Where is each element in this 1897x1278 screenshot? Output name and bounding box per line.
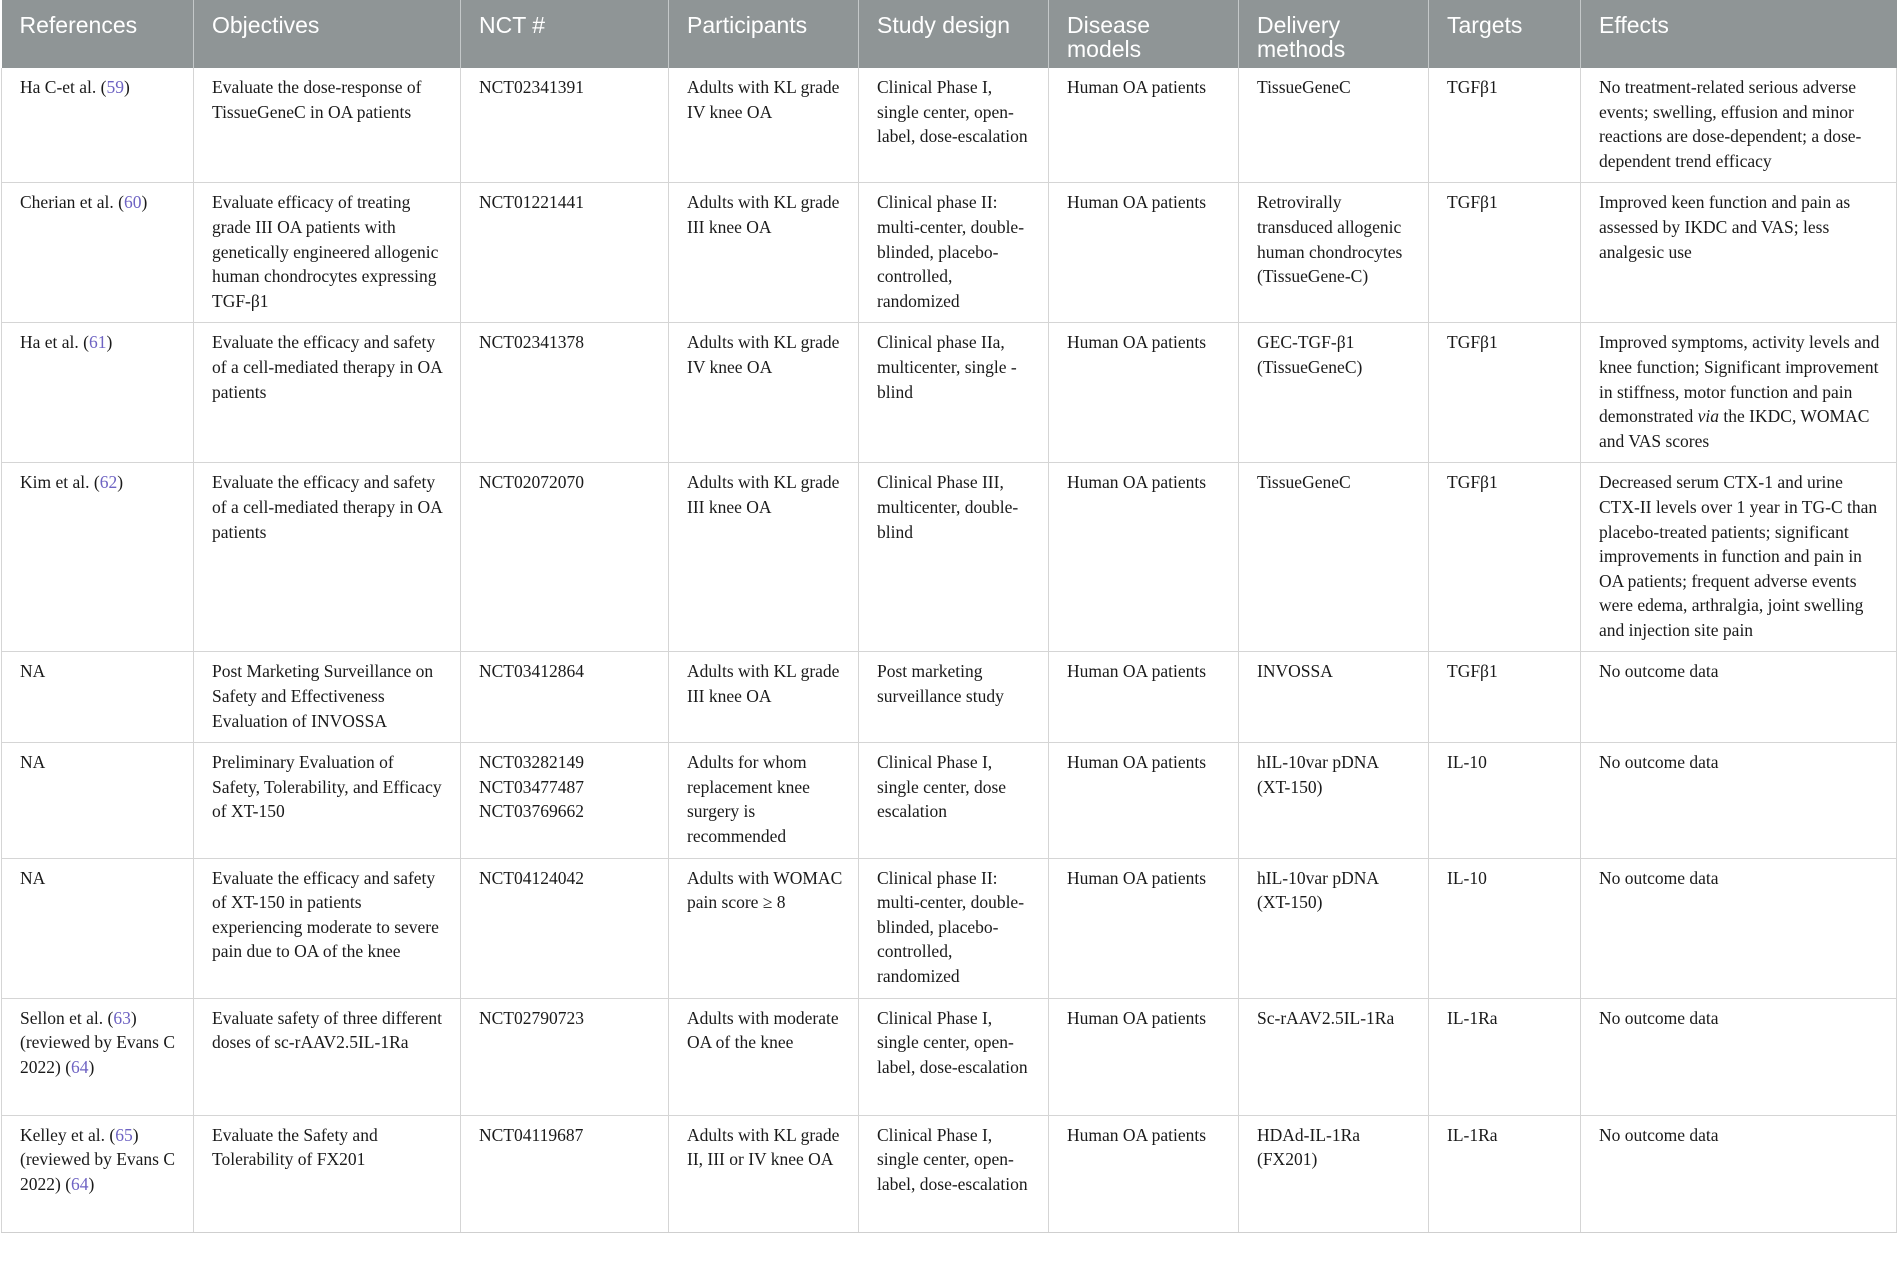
reference-suffix: ): [124, 77, 130, 97]
cell-disease-models: Human OA patients: [1049, 858, 1239, 998]
citation-link[interactable]: 59: [106, 77, 124, 97]
nct-number: NCT03477487: [479, 776, 584, 797]
cell-nct: NCT04124042: [461, 858, 669, 998]
nct-number: NCT03282149: [479, 752, 584, 773]
cell-targets: IL-1Ra: [1429, 1115, 1581, 1232]
cell-targets: TGFβ1: [1429, 463, 1581, 652]
cell-objectives: Evaluate the efficacy and safety of a cell-mediated therapy in OA patients: [194, 323, 461, 463]
cell-participants: Adults for whom replacement knee surgery is recommended: [669, 743, 859, 858]
cell-study-design: Clinical Phase III, multicenter, double-blind: [859, 463, 1049, 652]
reference-author: Ha C-et al. (: [20, 77, 107, 97]
cell-disease-models: Human OA patients: [1049, 183, 1239, 323]
citation-link[interactable]: 64: [71, 1173, 89, 1194]
reference-review-note: ) (reviewed by Evans C 2022) (: [20, 1124, 176, 1194]
header-study-design: Study design: [859, 0, 1049, 68]
cell-delivery-methods: HDAd-IL-1Ra (FX201): [1239, 1115, 1429, 1232]
cell-targets: IL-10: [1429, 743, 1581, 858]
table-body: [2, 68, 1897, 1232]
gene-therapy-trials-table: [1, 0, 1897, 1233]
cell-targets: TGFβ1: [1429, 652, 1581, 743]
cell-references: [2, 323, 194, 463]
citation-link[interactable]: 64: [71, 1056, 89, 1077]
table-row: [2, 463, 1897, 652]
cell-targets: TGFβ1: [1429, 183, 1581, 323]
cell-study-design: Clinical phase II: multi-center, double-blinded, placebo-controlled, randomized: [859, 183, 1049, 323]
table-header: [2, 0, 1897, 68]
cell-disease-models: Human OA patients: [1049, 463, 1239, 652]
table-row: [2, 323, 1897, 463]
table-row: [2, 183, 1897, 323]
header-nct: NCT #: [461, 0, 669, 68]
cell-study-design: Clinical Phase I, single center, open-label, dose-escalation: [859, 998, 1049, 1115]
cell-delivery-methods: Retrovirally transduced allogenic human chondrocytes (TissueGene-C): [1239, 183, 1429, 323]
cell-delivery-methods: TissueGeneC: [1239, 463, 1429, 652]
cell-nct: NCT02341391: [461, 68, 669, 183]
cell-delivery-methods: GEC-TGF-β1 (TissueGeneC): [1239, 323, 1429, 463]
header-effects: Effects: [1581, 0, 1897, 68]
cell-nct: NCT01221441: [461, 183, 669, 323]
cell-nct: NCT02790723: [461, 998, 669, 1115]
effects-text: Improved symptoms, activity levels and knee function; Significant improvement in stiffness, motor function and pain demonstrated: [1599, 332, 1880, 427]
cell-targets: TGFβ1: [1429, 68, 1581, 183]
header-row: [2, 0, 1897, 68]
table-row: [2, 68, 1897, 183]
cell-participants: Adults with KL grade IV knee OA: [669, 68, 859, 183]
cell-objectives: Evaluate the efficacy and safety of a cell-mediated therapy in OA patients: [194, 463, 461, 652]
cell-effects: Improved keen function and pain as assessed by IKDC and VAS; less analgesic use: [1581, 183, 1897, 323]
reference-author: Ha et al. (: [20, 332, 89, 353]
reference-author: Kim et al. (: [20, 472, 100, 493]
cell-references: [2, 68, 194, 183]
cell-nct: NCT04119687: [461, 1115, 669, 1232]
table-row: [2, 1115, 1897, 1232]
header-participants: Participants: [669, 0, 859, 68]
cell-effects: Decreased serum CTX-1 and urine CTX-II levels over 1 year in TG-C than placebo-treated patients; significant improvements in function and pain in OA patients; frequent adverse events were edema, arthralgia, joint swelling and injection site pain: [1581, 463, 1897, 652]
header-targets: Targets: [1429, 0, 1581, 68]
header-delivery-methods: Delivery methods: [1239, 0, 1429, 68]
cell-participants: Adults with moderate OA of the knee: [669, 998, 859, 1115]
citation-link[interactable]: 61: [89, 332, 107, 353]
cell-nct: [461, 743, 669, 858]
cell-disease-models: Human OA patients: [1049, 743, 1239, 858]
cell-objectives: Evaluate safety of three different doses of sc-rAAV2.5IL-1Ra: [194, 998, 461, 1115]
cell-participants: Adults with KL grade III knee OA: [669, 652, 859, 743]
cell-nct: NCT02341378: [461, 323, 669, 463]
reference-author: Kelley et al. (: [20, 1124, 116, 1145]
table-row: [2, 858, 1897, 998]
cell-objectives: Evaluate efficacy of treating grade III OA patients with genetically engineered allogenic human chondrocytes expressing TGF-β1: [194, 183, 461, 323]
citation-link[interactable]: 65: [115, 1124, 133, 1145]
reference-author: Sellon et al. (: [20, 1007, 114, 1028]
header-disease-models: Disease models: [1049, 0, 1239, 68]
cell-effects: No outcome data: [1581, 998, 1897, 1115]
header-references: References: [2, 0, 194, 68]
cell-references: [2, 183, 194, 323]
cell-study-design: Clinical phase IIa, multicenter, single -blind: [859, 323, 1049, 463]
cell-effects: [1581, 323, 1897, 463]
effects-text-end: the IKDC, WOMAC and VAS scores: [1599, 406, 1870, 451]
cell-nct: NCT02072070: [461, 463, 669, 652]
cell-references: NA: [2, 858, 194, 998]
cell-objectives: Post Marketing Surveillance on Safety and Effectiveness Evaluation of INVOSSA: [194, 652, 461, 743]
cell-objectives: Evaluate the dose-response of TissueGeneC in OA patients: [194, 68, 461, 183]
reference-suffix: ): [117, 472, 124, 493]
cell-study-design: Clinical Phase I, single center, dose escalation: [859, 743, 1049, 858]
table-row: [2, 743, 1897, 858]
cell-delivery-methods: TissueGeneC: [1239, 68, 1429, 183]
cell-study-design: Clinical phase II: multi-center, double-blinded, placebo-controlled, randomized: [859, 858, 1049, 998]
header-objectives: Objectives: [194, 0, 461, 68]
cell-disease-models: Human OA patients: [1049, 652, 1239, 743]
cell-study-design: Post marketing surveillance study: [859, 652, 1049, 743]
cell-delivery-methods: INVOSSA: [1239, 652, 1429, 743]
cell-study-design: Clinical Phase I, single center, open-label, dose-escalation: [859, 68, 1049, 183]
cell-participants: Adults with KL grade IV knee OA: [669, 323, 859, 463]
cell-effects: No outcome data: [1581, 858, 1897, 998]
cell-participants: Adults with KL grade III knee OA: [669, 463, 859, 652]
reference-suffix: ): [88, 1173, 95, 1194]
reference-suffix: ): [141, 192, 148, 213]
cell-objectives: Evaluate the Safety and Tolerability of FX201: [194, 1115, 461, 1232]
cell-references: NA: [2, 652, 194, 743]
cell-references: [2, 1115, 194, 1232]
reference-review-note: ) (reviewed by Evans C 2022) (: [20, 1007, 176, 1077]
cell-effects: No outcome data: [1581, 1115, 1897, 1232]
cell-nct: NCT03412864: [461, 652, 669, 743]
citation-link[interactable]: 62: [99, 472, 118, 493]
cell-disease-models: Human OA patients: [1049, 323, 1239, 463]
cell-objectives: Evaluate the efficacy and safety of XT-150 in patients experiencing moderate to severe pain due to OA of the knee: [194, 858, 461, 998]
cell-effects: No outcome data: [1581, 743, 1897, 858]
cell-delivery-methods: hIL-10var pDNA (XT-150): [1239, 858, 1429, 998]
cell-objectives: Preliminary Evaluation of Safety, Tolerability, and Efficacy of XT-150: [194, 743, 461, 858]
cell-participants: Adults with WOMAC pain score ≥ 8: [669, 858, 859, 998]
cell-delivery-methods: hIL-10var pDNA (XT-150): [1239, 743, 1429, 858]
effects-italic: via: [1697, 406, 1720, 427]
reference-author: Cherian et al. (: [20, 192, 124, 213]
cell-targets: TGFβ1: [1429, 323, 1581, 463]
cell-targets: IL-1Ra: [1429, 998, 1581, 1115]
reference-suffix: ): [106, 332, 113, 353]
cell-participants: Adults with KL grade II, III or IV knee OA: [669, 1115, 859, 1232]
cell-effects: No outcome data: [1581, 652, 1897, 743]
cell-delivery-methods: Sc-rAAV2.5IL-1Ra: [1239, 998, 1429, 1115]
citation-link[interactable]: 63: [113, 1007, 131, 1028]
reference-suffix: ): [88, 1056, 95, 1077]
cell-effects: No treatment-related serious adverse events; swelling, effusion and minor reactions are dose-dependent; a dose-dependent trend efficacy: [1581, 68, 1897, 183]
table-row: [2, 998, 1897, 1115]
cell-targets: IL-10: [1429, 858, 1581, 998]
citation-link[interactable]: 60: [123, 192, 142, 213]
cell-disease-models: Human OA patients: [1049, 998, 1239, 1115]
cell-references: [2, 998, 194, 1115]
nct-number: NCT03769662: [479, 801, 584, 822]
cell-references: [2, 463, 194, 652]
cell-disease-models: Human OA patients: [1049, 68, 1239, 183]
table-row: [2, 652, 1897, 743]
cell-study-design: Clinical Phase I, single center, open-label, dose-escalation: [859, 1115, 1049, 1232]
cell-disease-models: Human OA patients: [1049, 1115, 1239, 1232]
cell-references: NA: [2, 743, 194, 858]
cell-participants: Adults with KL grade III knee OA: [669, 183, 859, 323]
